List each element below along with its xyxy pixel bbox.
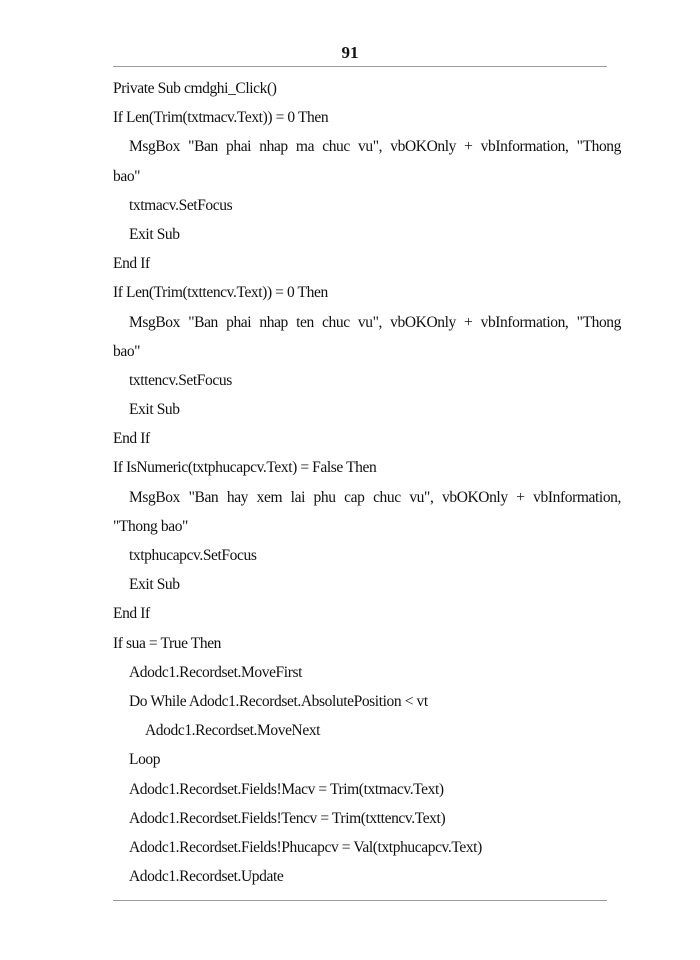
code-line: MsgBox "Ban hay xem lai phu cap chuc vu", vbOKOnly + vbInformation,: [129, 488, 621, 506]
header-rule: [113, 66, 607, 67]
code-line: Adodc1.Recordset.Fields!Macv = Trim(txtmacv.Text): [129, 780, 444, 798]
code-line: End If: [113, 255, 150, 273]
code-line: If IsNumeric(txtphucapcv.Text) = False Then: [113, 459, 377, 477]
code-line: MsgBox "Ban phai nhap ten chuc vu", vbOKOnly + vbInformation, "Thong: [129, 313, 621, 331]
code-line: MsgBox "Ban phai nhap ma chuc vu", vbOKOnly + vbInformation, "Thong: [129, 138, 621, 156]
code-line: If Len(Trim(txtmacv.Text)) = 0 Then: [113, 109, 329, 127]
code-line: Adodc1.Recordset.MoveFirst: [129, 663, 302, 681]
code-line: txtmacv.SetFocus: [129, 196, 233, 214]
code-line: Loop: [129, 751, 161, 769]
code-line: Adodc1.Recordset.Update: [129, 868, 284, 886]
code-line: Do While Adodc1.Recordset.AbsolutePosition < vt: [129, 692, 428, 710]
page-number: 91: [341, 43, 359, 62]
code-line: bao": [113, 167, 141, 185]
code-line: txttencv.SetFocus: [129, 371, 232, 389]
code-line: Adodc1.Recordset.Fields!Phucapcv = Val(txtphucapcv.Text): [129, 838, 482, 856]
code-listing: [113, 74, 621, 891]
code-line: Exit Sub: [129, 401, 180, 419]
code-line: If Len(Trim(txttencv.Text)) = 0 Then: [113, 284, 328, 302]
code-line: Adodc1.Recordset.Fields!Tencv = Trim(txttencv.Text): [129, 809, 446, 827]
code-line: Exit Sub: [129, 576, 180, 594]
code-line: End If: [113, 430, 150, 448]
code-line: "Thong bao": [113, 517, 188, 535]
code-line: End If: [113, 605, 150, 623]
code-line: Exit Sub: [129, 225, 180, 243]
code-line: If sua = True Then: [113, 634, 222, 652]
code-line: Private Sub cmdghi_Click(): [113, 80, 277, 97]
code-line: Adodc1.Recordset.MoveNext: [145, 722, 321, 740]
code-line: bao": [113, 342, 141, 360]
footer-rule: [113, 900, 607, 901]
code-line: txtphucapcv.SetFocus: [129, 547, 257, 564]
